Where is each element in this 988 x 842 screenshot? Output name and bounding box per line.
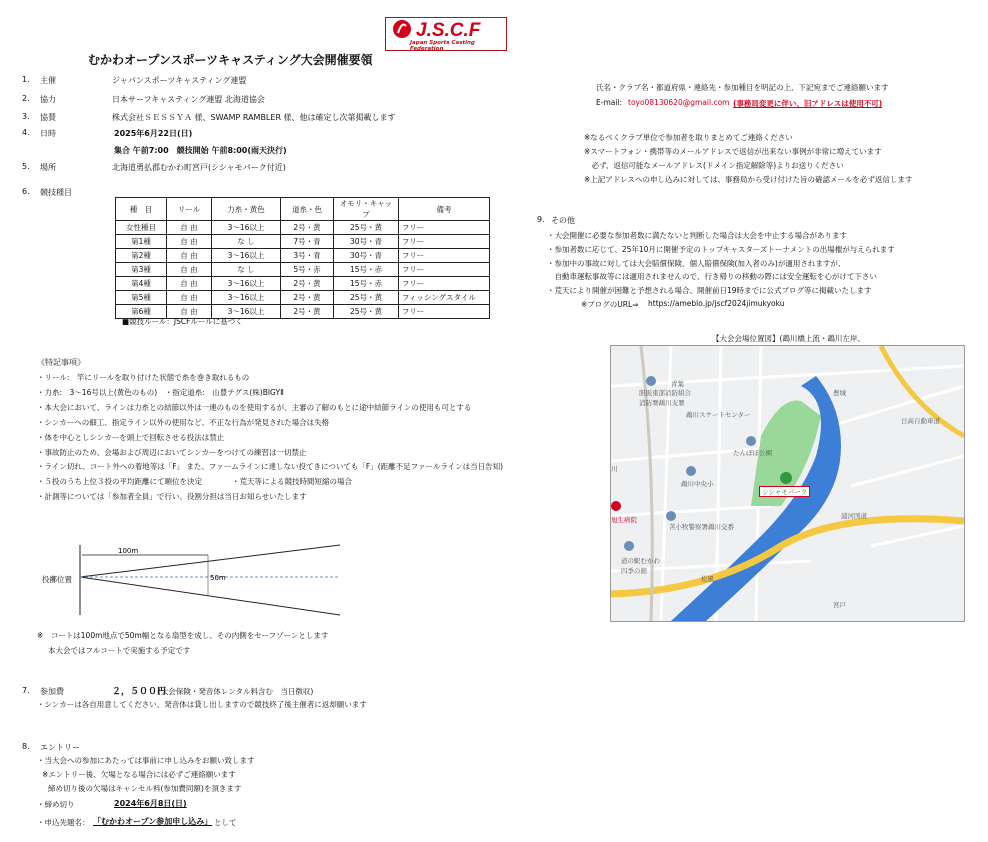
blog-label: ※ブログのURL⇒: [581, 300, 639, 309]
map-pin: [666, 511, 676, 521]
entry-line: ※エントリー後、欠場となる場合には必ずご連絡願います: [42, 770, 236, 779]
fee-note: ・シンカーは各自用意してください、発音体は貸し出しますので競技終了後主催者に返却願います: [37, 700, 367, 709]
other-line: ・大会開催に必要な参加者数に満たないと判断した場合は大会を中止する場合があります: [547, 231, 847, 240]
table-row: 第1種 自 由 な し 7号・青 30号・青 フリー: [116, 235, 490, 249]
rules-footnote: ■競技ルール：JSCFルールに基づく: [122, 317, 243, 326]
contact-note: 必ず、返信可能なメールアドレス(ドメイン指定解除等)よりお送りください: [584, 161, 844, 170]
other-line: ・荒天により開催が困難と予想される場合、開催前日19時までに公式ブログ等に掲載いたします: [547, 286, 872, 295]
map-label: 鵡川中央小: [681, 480, 714, 488]
hospital-pin: [611, 501, 621, 511]
map-label: 豊城: [833, 389, 846, 397]
map-pin: [646, 376, 656, 386]
special-line: ・体を中心としシンカーを頭上で回転させる投法は禁止: [37, 433, 225, 442]
special-line: ・計測等については「参加者全員」で行い、役割分担は当日お知らせいたします: [37, 492, 307, 501]
map-caption: 【大会会場位置図】(鵡川橋上流・鵡川左岸、: [712, 334, 865, 343]
events-table: [115, 197, 490, 319]
blog-url[interactable]: https://ameblo.jp/jscf2024jimukyoku: [648, 299, 785, 308]
logo-text: J.S.C.F: [416, 20, 481, 40]
map-label: 川: [611, 465, 618, 473]
map-label: 消防署鵡川支署: [639, 399, 685, 407]
map-label: 松風: [701, 575, 714, 583]
table-row: 第2種 自 由 3～16以上 3号・青 30号・青 フリー: [116, 249, 490, 263]
map-label: 日高自動車道: [901, 417, 940, 425]
fee-amount: ２，５００円: [112, 687, 167, 697]
other-line: 自動車運転事故等には適用されませんので、行き帰りの移動の際には安全運転を心がけて下さい: [547, 272, 877, 281]
court-note: ※ コートは100m地点で50m幅となる扇型を成し、その内側をセーフゾーンとします: [37, 631, 329, 640]
map-pin: [686, 466, 696, 476]
court-diagram: [70, 535, 370, 630]
map-label: 苫小牧警察署鵡川交番: [669, 523, 734, 531]
table-row: 第3種 自 由 な し 5号・赤 15号・赤 フリー: [116, 263, 490, 277]
contact-intro: 氏名・クラブ名・都道府県・連絡先・参加種目を明記の上、下記宛までご連絡願います: [596, 83, 889, 92]
special-heading: 《特記事項》: [37, 358, 85, 367]
special-line: ・シンカーへの細工、指定ライン以外の使用など、不正な行為が発見された場合は失格: [37, 418, 330, 427]
special-line: ・５投のうち上位３投の平均距離にて順位を決定 ・荒天等による競技時間短縮の場合: [37, 477, 352, 486]
time-line: 集合 午前7:00 競技開始 午前8:00(雨天決行): [114, 146, 287, 155]
logo-subtitle: Japan Sports Casting Federation: [410, 40, 475, 52]
table-header-row: 種 目 リール 力糸・黄色 道糸・色 オモリ・キャップ 備考: [116, 198, 490, 221]
cast-position-label: 投擲位置: [42, 575, 72, 584]
map-label: 胆振東部消防組合: [639, 389, 691, 397]
address-suffix: として: [214, 818, 237, 827]
email-label: E-mail:: [596, 98, 623, 107]
map-pin: [746, 436, 756, 446]
map-label: 旭生病院: [611, 516, 637, 524]
table-row: 第6種 自 由 3～16以上 2号・黄 25号・黄 フリー: [116, 305, 490, 319]
map-label: たんぽぽ公園: [733, 449, 772, 457]
address-label: ・申込先題名：: [37, 818, 90, 827]
jscf-logo: [385, 17, 507, 51]
contact-note: ※なるべくクラブ単位で参加者を取りまとめてご連絡ください: [584, 133, 793, 142]
venue-pin: [780, 472, 792, 484]
other-num: 9.: [537, 215, 545, 224]
special-line: ・力糸: 3～16号以上(黄色のもの) ・指定道糸: 山豊テグス(株)BIGYⅡ: [37, 388, 284, 397]
map-label: 青葉: [671, 380, 684, 388]
other-line: ・参加者数に応じて、25年10月に開催予定のトップキャスターズトーナメントの出場権が与えられます: [547, 245, 895, 254]
map-label: 浦河国道: [841, 512, 867, 520]
email-note: (事務局変更に伴い、旧アドレスは使用不可): [733, 99, 883, 108]
map-pin: [624, 541, 634, 551]
contact-note: ※上記アドレスへの申し込みに対しては、事務局から受け付けた旨の確認メールを必ず返信します: [584, 175, 913, 184]
other-label: その他: [551, 216, 575, 225]
fee-detail: (大会保険・発音体レンタル料含む 当日徴収): [158, 687, 314, 696]
venue-label: シシャモパーク: [759, 486, 810, 497]
map-label: 宮戸: [833, 601, 846, 609]
entry-line: 締め切り後の欠場はキャンセル料(参加費同額)を頂きます: [48, 784, 242, 793]
table-row: 第5種 自 由 3～16以上 2号・黄 25号・黄 フィッシングスタイル: [116, 291, 490, 305]
map-label: 道の駅むかわ: [621, 557, 660, 565]
contact-note: ※スマートフォン・携帯等のメールアドレスで返信が出来ない事例が非常に増えています: [584, 147, 882, 156]
page-title: むかわオープンスポーツキャスティング大会開催要領: [88, 53, 373, 67]
venue-map[interactable]: [610, 345, 965, 622]
jscf-logo-mark: [392, 18, 504, 40]
court-50m-label: 50m: [210, 574, 226, 582]
court-note-2: 本大会ではフルコートで実施する予定です: [48, 646, 191, 655]
address-subject: 「むかわオープン参加申し込み」: [93, 817, 213, 826]
special-line: ・本大会において、ラインは力糸との結節以外は一連のものを使用するが、主審の了解のもとに途中結節ラインの使用も可とする: [37, 403, 472, 412]
map-label: 四季の館: [621, 567, 647, 575]
table-row: 女性種目 自 由 3～16以上 2号・黄 25号・黄 フリー: [116, 221, 490, 235]
other-line: ・参加中の事故に対しては大会賠償保険、個人賠償保険(加入者のみ)が適用されますが、: [547, 259, 846, 268]
email-link[interactable]: toyo08130620@gmail.com: [628, 98, 730, 107]
table-row: 第4種 自 由 3～16以上 2号・黄 15号・赤 フリー: [116, 277, 490, 291]
special-line: ・事故防止のため、会場および周辺においてシンカーをつけての練習は一切禁止: [37, 448, 307, 457]
entry-line: ・当大会への参加にあたっては事前に申し込みをお願い致します: [37, 756, 255, 765]
deadline-date: 2024年6月8日(日): [114, 799, 187, 808]
court-100m-label: 100m: [118, 547, 139, 555]
special-line: ・ライン切れ、コート外への着地等は「F」 また、ファームラインに達しない投てきについても「F」(距離不足ファールラインは当日告知): [37, 462, 504, 471]
special-line: ・リール: 竿にリールを取り付けた状態で糸を巻き取れるもの: [37, 373, 250, 382]
deadline-label: ・締め切り: [37, 800, 75, 809]
map-label: 鵡川スケートセンター: [686, 411, 751, 419]
